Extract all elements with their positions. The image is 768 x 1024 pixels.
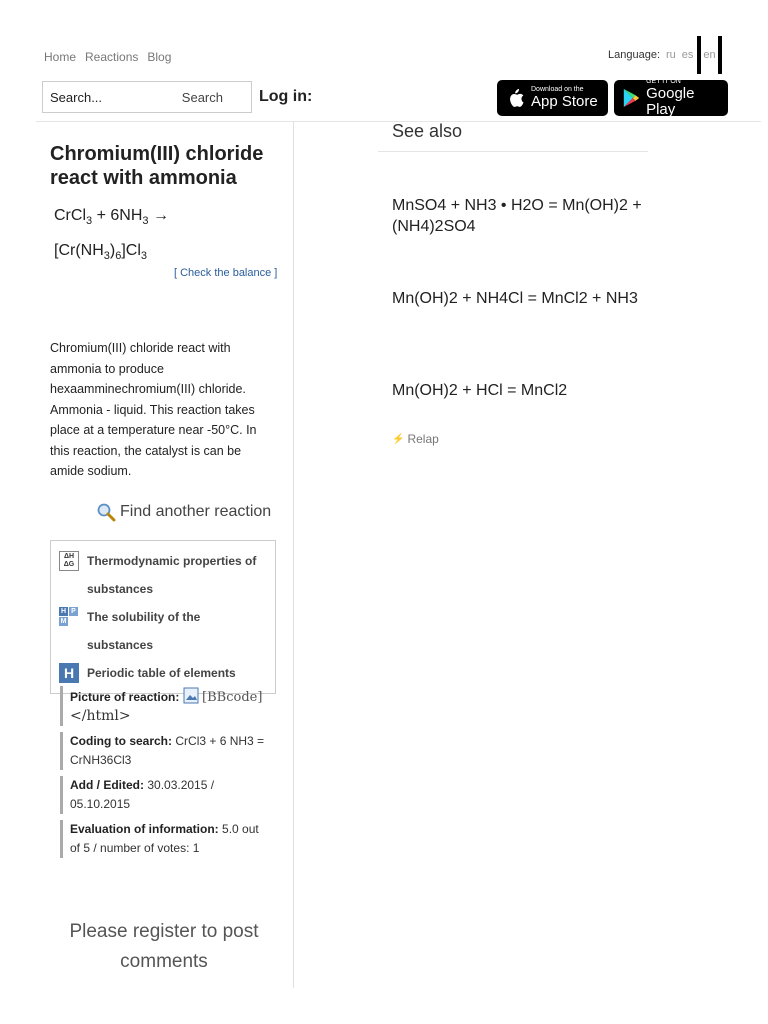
column-divider	[293, 122, 294, 988]
evaluation-of-information: Evaluation of information: 5.0 out of 5 / number of votes: 1	[60, 820, 270, 858]
find-another-label: Find another reaction	[120, 503, 272, 520]
solubility-link[interactable]	[59, 603, 267, 659]
app-store-badge[interactable]	[497, 80, 608, 116]
top-nav	[44, 48, 180, 66]
solubility-icon: H P M	[59, 607, 79, 627]
google-play-small: GET IT ON	[646, 78, 681, 85]
coding-to-search: Coding to search: CrCl3 + 6 NH3 = CrNH36Cl3	[60, 732, 270, 770]
page-title: Chromium(III) chloride react with ammonia	[50, 143, 264, 189]
nav-home[interactable]: Home	[44, 50, 77, 64]
app-store-small: Download on the	[531, 86, 584, 93]
search-button[interactable]: Search	[181, 89, 223, 105]
image-icon[interactable]	[183, 686, 199, 704]
language-ru[interactable]: ru	[666, 49, 676, 61]
search-box	[42, 81, 252, 113]
reaction-description: Chromium(III) chloride react with ammonia to produce hexaamminechromium(III) chloride. Ammonia - liquid. This reaction takes place at a temperature near -50°C. In this reaction, the catalyst is can be amide sodium.	[50, 341, 257, 478]
thermo-label: Thermodynamic properties of substances	[87, 554, 257, 596]
see-also-title: See also	[392, 121, 463, 141]
periodic-link[interactable]	[59, 659, 267, 687]
relap-label: Relap	[407, 432, 439, 446]
solubility-label: The solubility of the substances	[87, 610, 201, 652]
reaction-equation	[54, 201, 284, 271]
html-link[interactable]: </html>	[70, 708, 131, 724]
login-link[interactable]: Log in:	[259, 88, 313, 105]
app-store-big: App Store	[531, 93, 598, 110]
magnifier-icon	[96, 502, 116, 522]
equation-products: $[Cr(NH_3)_6]Cl_3$	[54, 242, 148, 263]
apple-icon	[505, 87, 525, 109]
google-play-icon	[622, 87, 640, 109]
thermo-link[interactable]	[59, 547, 267, 603]
register-prompt: Please register to post comments	[69, 921, 259, 972]
find-another-reaction[interactable]	[96, 502, 271, 522]
thermo-icon: ΔH ΔG	[59, 551, 79, 571]
google-play-big: Google Play	[646, 85, 695, 118]
see-also-divider	[378, 151, 648, 152]
check-balance-link[interactable]: [ Check the balance ]	[174, 267, 278, 279]
google-play-badge[interactable]	[614, 80, 728, 116]
reaction-info	[60, 686, 270, 864]
relap-icon: ⚡	[392, 433, 405, 445]
nav-blog[interactable]: Blog	[147, 50, 172, 64]
search-input[interactable]: Search...	[50, 89, 103, 105]
periodic-table-icon: H	[59, 663, 79, 683]
picture-of-reaction: Picture of reaction: [BBcode] </html>	[60, 686, 270, 726]
nav-reactions[interactable]: Reactions	[85, 50, 139, 64]
resource-links-box	[50, 540, 276, 694]
language-en[interactable]: en	[697, 36, 721, 74]
bbcode-link[interactable]: [BBcode]	[202, 690, 263, 705]
language-switcher	[608, 36, 722, 74]
language-label: Language:	[608, 49, 660, 61]
see-also-item[interactable]: Mn(OH)2 + NH4Cl = MnCl2 + NH3	[392, 290, 638, 307]
added-edited: Add / Edited: 30.03.2015 / 05.10.2015	[60, 776, 270, 814]
see-also-item[interactable]: MnSO4 + NH3 • H2O = Mn(OH)2 + (NH4)2SO4	[392, 197, 642, 235]
periodic-label: Periodic table of elements	[87, 666, 236, 680]
language-es[interactable]: es	[681, 49, 694, 61]
equation-reactants: CrCl$_3$ + $6NH_3$ →	[54, 207, 169, 228]
relap-link[interactable]	[392, 432, 439, 446]
see-also-item[interactable]: Mn(OH)2 + HCl = MnCl2	[392, 382, 568, 399]
